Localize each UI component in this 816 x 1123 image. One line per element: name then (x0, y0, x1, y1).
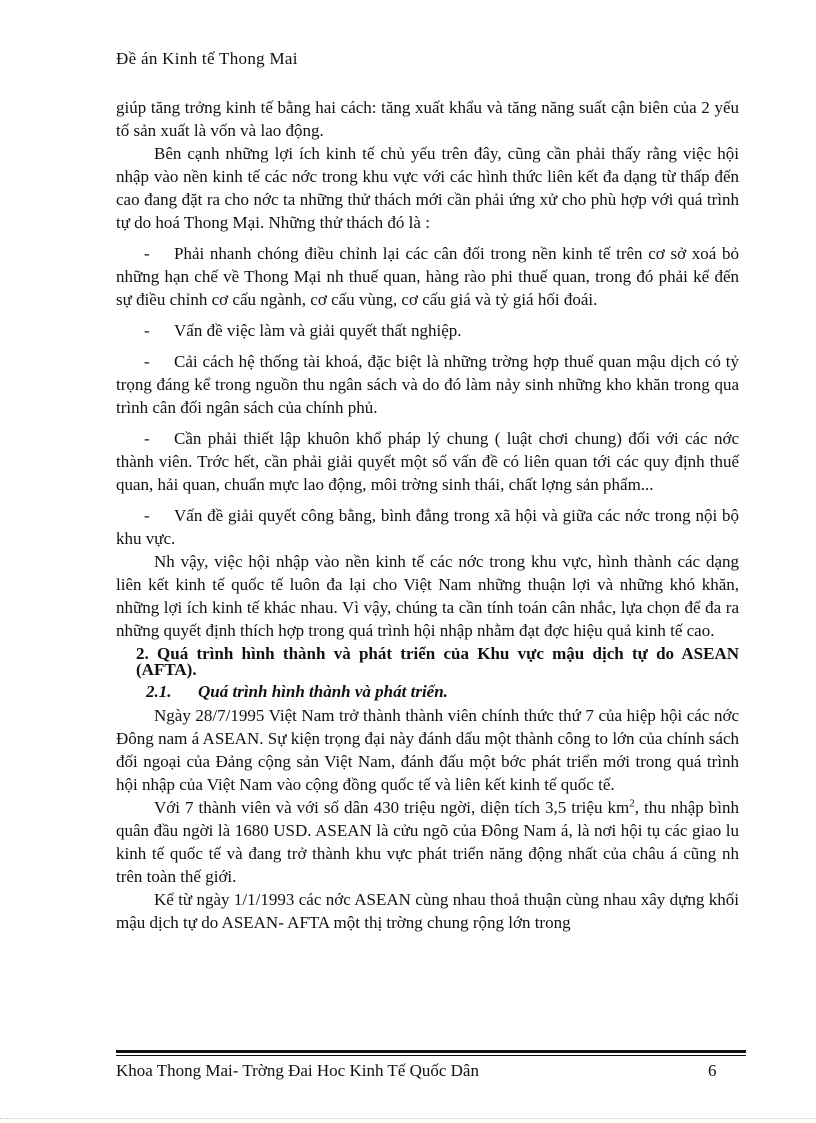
bullet-dash: - (144, 506, 150, 525)
subsection-number: 2.1. (146, 682, 172, 701)
section-heading: 2. Quá trình hình thành và phát triển của Khu vực mậu dịch tự do ASEAN (AFTA). (136, 644, 739, 679)
paragraph-5-part-b: , thu nhập bình quân đầu ngời là 1680 USD. ASEAN là cửu ngõ của Đông Nam á, là nơi hội tụ các giao lu kinh tế quốc tế và đang trở thành khu vực phát triển năng động nhất của châu á cũng nh trên toàn thế giới. (116, 798, 739, 886)
subsection-title: Quá trình hình thành và phát triển. (198, 682, 448, 701)
bullet-text: Cải cách hệ thống tài khoá, đặc biệt là những trờng hợp thuế quan mậu dịch có tỷ trọng đáng kể trong nguồn thu ngân sách và do đó làm nảy sinh những kho khăn trong qua trình cân đối ngân sách của chính phủ. (116, 352, 739, 417)
footer-rule-thin (116, 1055, 746, 1056)
paragraph-1: giúp tăng trởng kinh tế bằng hai cách: tăng xuất khẩu và tăng năng suất cận biên của 2 yếu tố sản xuất là vốn và lao động. (116, 98, 739, 140)
paragraph-3: Nh vậy, việc hội nhập vào nền kinh tế các nớc trong khu vực, hình thành các dạng liên kết kinh tế quốc tế luôn đa lại cho Việt Nam những thuận lợi và những khó khăn, những lợi ích kinh tế khác nhau. Vì vậy, chúng ta cần tính toán cân nhắc, lựa chọn để đa ra những quyết định thích hợp trong quá trình hội nhập nhằm đạt đợc hiệu quả kinh tế cao. (116, 552, 739, 640)
bullet-dash: - (144, 429, 150, 448)
subsection-heading (146, 680, 739, 704)
footer-rule-thick (116, 1050, 746, 1053)
bullet-text: Cần phải thiết lập khuôn khổ pháp lý chung ( luật chơi chung) đối với các nớc thành viên. Trớc hết, cần phải giải quyết một số vấn đề có liên quan tới các quy định thuế quan, hải quan, chuẩn mực lao động, môi trờng sinh thái, chất lợng sản phẩm... (116, 429, 739, 494)
bullet-text: Phải nhanh chóng điều chỉnh lại các cân đối trong nền kinh tế trên cơ sở xoá bỏ những hạn chế về Thong Mại nh thuế quan, hàng rào phi thuế quan, trong đó phải kể đến sự điều chỉnh cơ cấu ngành, cơ cấu vùng, cơ cấu giá và tỷ giá hối đoái. (116, 244, 739, 309)
bullet-item-5 (116, 504, 739, 550)
page-header: Đề án Kinh tế Thong Mai (116, 49, 298, 68)
paragraph-5 (116, 796, 739, 888)
bullet-dash: - (144, 321, 150, 340)
bullet-text: Vấn đề giải quyết công bằng, bình đẳng trong xã hội và giữa các nớc trong nội bộ khu vực. (116, 506, 739, 548)
bullet-item-4 (116, 427, 739, 496)
paragraph-2: Bên cạnh những lợi ích kinh tế chủ yếu trên đây, cũng cần phải thấy rằng việc hội nhập vào nền kinh tế các nớc trong khu vực với các hình thức liên kết đa dạng từ thấp đến cao đang đặt ra cho nớc ta những thử thách mới cần phải ứng xử cho phù hợp với quá trình tự do hoá Thong Mại. Những thử thách đó là : (116, 144, 739, 232)
bullet-dash: - (144, 352, 150, 371)
superscript-2: 2 (629, 797, 635, 810)
bullet-text: Vấn đề việc làm và giải quyết thất nghiệp. (174, 321, 462, 340)
paragraph-6: Kể từ ngày 1/1/1993 các nớc ASEAN cùng nhau thoả thuận cùng nhau xây dựng khối mậu dịch tự do ASEAN- AFTA một thị trờng chung rộng lớn trong (116, 890, 739, 932)
bullet-item-2 (116, 319, 739, 342)
bullet-item-3 (116, 350, 739, 419)
document-body (116, 96, 739, 934)
paragraph-4: Ngày 28/7/1995 Việt Nam trở thành thành viên chính thức thứ 7 của hiệp hội các nớc Đông nam á ASEAN. Sự kiện trọng đại này đánh dấu một thành công to lớn của chính sách đối ngoại của Đảng cộng sản Việt Nam, đánh đấu một bớc phát triển mới trong quá trình hội nhập của Việt Nam vào cộng đồng quốc tế và liên kết kinh tế quốc tế. (116, 706, 739, 794)
bullet-item-1 (116, 242, 739, 311)
page-bottom-dotted-line (0, 1118, 816, 1119)
page-footer: Khoa Thong Mai- Trờng Đai Hoc Kinh Tế Quốc Dân (116, 1061, 479, 1080)
page-number: 6 (708, 1061, 717, 1080)
paragraph-5-part-a: Với 7 thành viên và với số dân 430 triệu ngời, diện tích 3,5 triệu km (154, 798, 630, 817)
bullet-dash: - (144, 244, 150, 263)
